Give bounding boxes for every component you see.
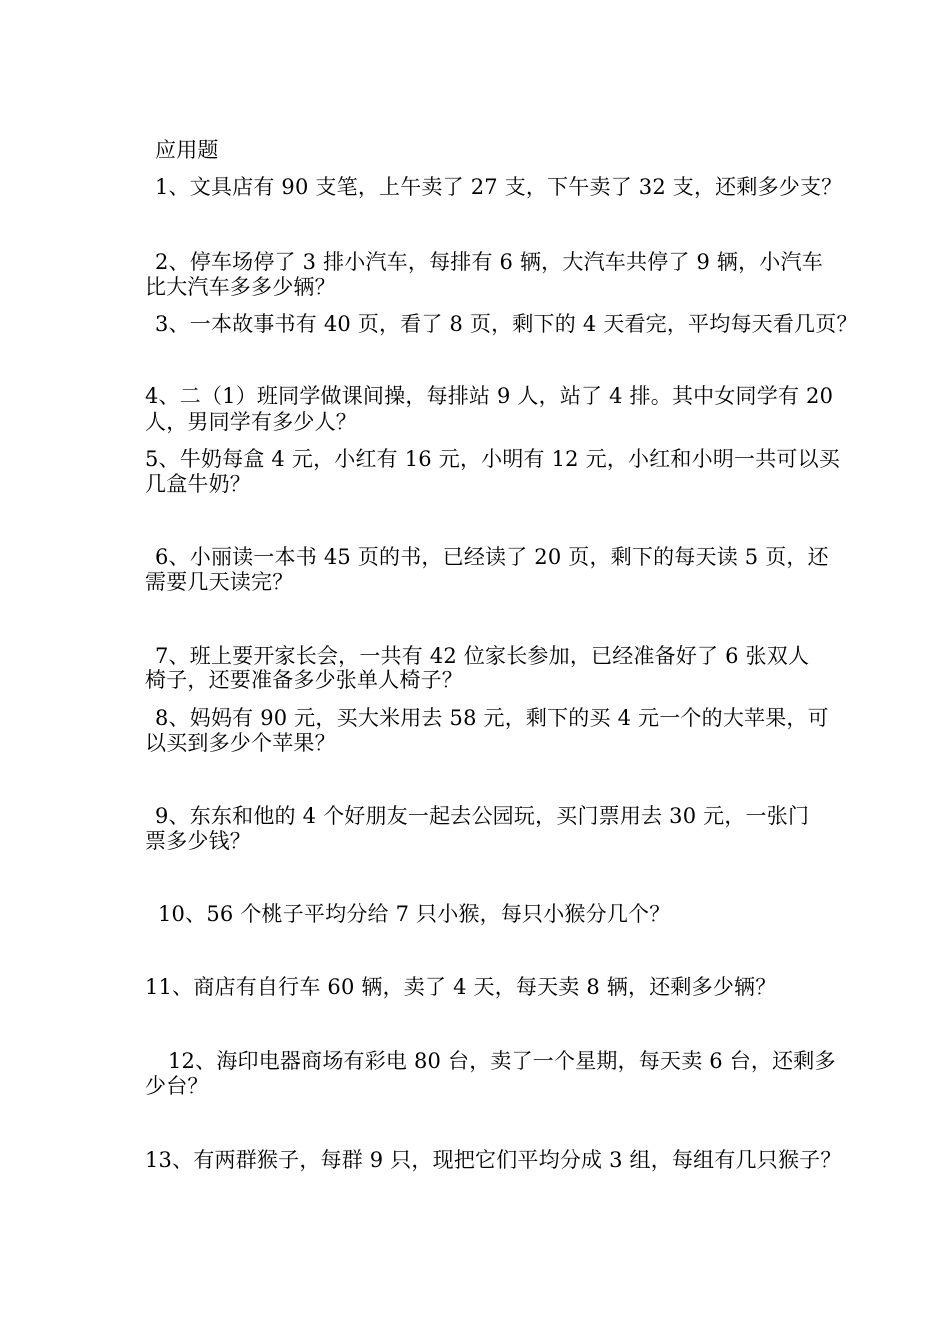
problem-9-line-1: 9、东东和他的 4 个好朋友一起去公园玩，买门票用去 30 元，一张门: [155, 804, 810, 828]
problem-5-line-1: 5、牛奶每盒 4 元，小红有 16 元，小明有 12 元，小红和小明一共可以买: [145, 447, 841, 471]
problem-12-line-2: 少台？: [145, 1074, 209, 1098]
problem-10-line-1: 10、56 个桃子平均分给 7 只小猴，每只小猴分几个？: [158, 902, 671, 926]
page-heading: 应用题: [155, 138, 219, 162]
problem-9-line-2: 票多少钱？: [145, 829, 251, 853]
problem-2-line-2: 比大汽车多多少辆？: [145, 275, 336, 299]
problem-12-line-1: 12、海印电器商场有彩电 80 台，卖了一个星期，每天卖 6 台，还剩多: [168, 1049, 836, 1073]
problem-2-line-1: 2、停车场停了 3 排小汽车，每排有 6 辆，大汽车共停了 9 辆，小汽车: [155, 250, 823, 274]
problem-4-line-2: 人，男同学有多少人？: [145, 410, 357, 434]
problem-5-line-2: 几盒牛奶？: [145, 472, 251, 496]
problem-3-line-1: 3、一本故事书有 40 页，看了 8 页，剩下的 4 天看完，平均每天看几页？: [155, 312, 858, 336]
problem-6-line-1: 6、小丽读一本书 45 页的书，已经读了 20 页，剩下的每天读 5 页，还: [155, 545, 829, 569]
problem-8-line-1: 8、妈妈有 90 元，买大米用去 58 元，剩下的买 4 元一个的大苹果，可: [155, 706, 829, 730]
problem-11-line-1: 11、商店有自行车 60 辆，卖了 4 天，每天卖 8 辆，还剩多少辆？: [145, 975, 777, 999]
problem-1-line-1: 1、文具店有 90 支笔，上午卖了 27 支，下午卖了 32 支，还剩多少支？: [155, 175, 843, 199]
problem-8-line-2: 以买到多少个苹果？: [145, 731, 336, 755]
problem-13-line-1: 13、有两群猴子，每群 9 只，现把它们平均分成 3 组，每组有几只猴子？: [145, 1148, 842, 1172]
problem-6-line-2: 需要几天读完？: [145, 570, 294, 594]
problem-7-line-2: 椅子，还要准备多少张单人椅子？: [145, 668, 463, 692]
problem-7-line-1: 7、班上要开家长会，一共有 42 位家长参加，已经准备好了 6 张双人: [155, 644, 810, 668]
problem-4-line-1: 4、二（1）班同学做课间操，每排站 9 人，站了 4 排。其中女同学有 20: [145, 384, 834, 408]
